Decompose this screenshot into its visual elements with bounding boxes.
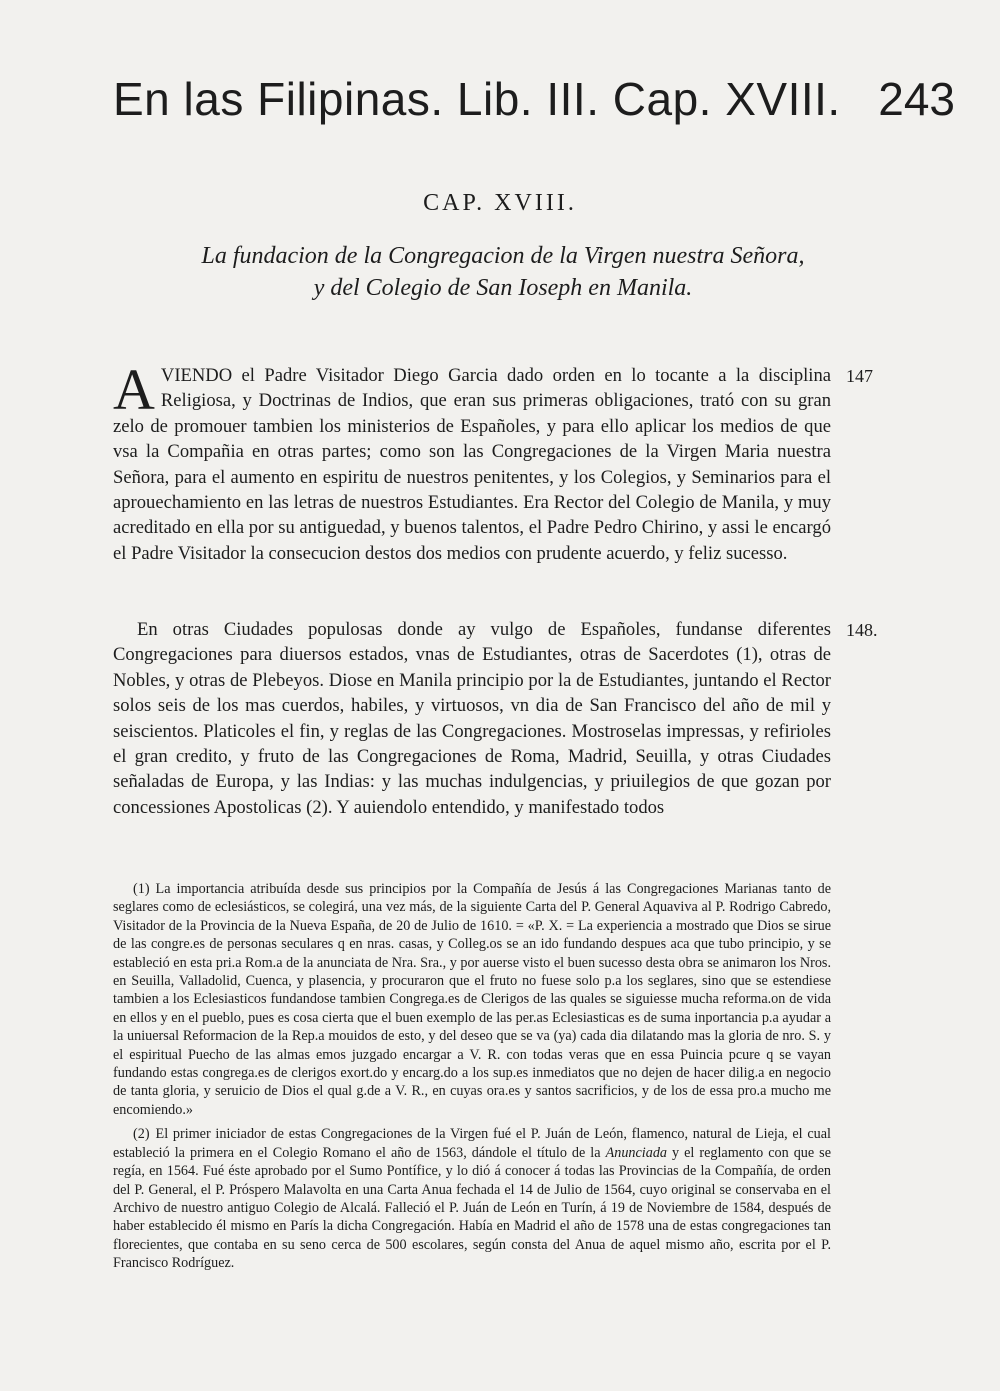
footnote-2-marker: (2) <box>133 1126 150 1143</box>
footnote-2-text-after: y el reglamento con que se regía, en 1564. Fué éste aprobado por el Sumo Pontífice, y lo dió á conocer á todas las Provincias de la Compañía, de orden del P. General, el P. Próspero Malavolta en una Carta Anua fechada el 14 de Julio de 1564, cuyo original se conservaba en el Archivo de nuestro antiguo Colegio de Alcalá. Falleció el P. Juán de León en Turín, á 19 de Noviembre de 1584, después de haber establecido él mismo en París la dicha Congregación. Había en Madrid el año de 1578 una de estas congregaciones tan florecientes, que contaba en su seno cerca de 500 escolares, según consta del Anua de aquel mismo año, escrita por el P. Francisco Rodríguez. <box>113 1144 831 1272</box>
footnote-1 <box>113 880 831 1119</box>
body-paragraph-2 <box>113 617 831 820</box>
footnote-2-text-before: El primer iniciador de estas Congregaciones de la Virgen fué el P. Juán de León, flamenco, natural de Lieja, el cual estableció la primera en el Colegio Romano el año de 1563, dándole el título de la <box>113 1126 831 1161</box>
running-title: En las Filipinas. Lib. III. Cap. XVIII. <box>113 73 841 125</box>
running-head <box>113 72 955 132</box>
footnote-2-italic-term: Anunciada <box>605 1144 668 1161</box>
chapter-heading: CAP. XVIII. <box>423 190 577 216</box>
body-paragraph-1 <box>113 357 831 566</box>
opening-word: VIENDO <box>160 365 233 386</box>
chapter-subtitle-line-1: La fundacion de la Congregacion de la Virgen nuestra Señora, <box>201 243 805 269</box>
paragraph-1-text: el Padre Visitador Diego Garcia dado orden en lo tocante a la disciplina Religiosa, y Doctrinas de Indios, que eran sus primeras obligaciones, trató con su gran zelo de promouer tambien los ministerios de Españoles, y para ello aplicar los medios de que vsa la Compañia en otras partes; como son las Congregaciones de la Virgen Maria nuestra Señora, para el aumento en espiritu de nuestros penitentes, y los Colegios, y Seminarios para el aprouechamiento en las letras de nuestros Estudiantes. Era Rector del Colegio de Manila, y muy acreditado en ella por su antiguedad, y buenos talentos, el Padre Pedro Chirino, y assi le encargó el Padre Visitador la consecucion destos dos medios con prudente acuerdo, y feliz sucesso. <box>113 365 831 564</box>
margin-number-147: 147 <box>846 366 873 386</box>
drop-cap: A <box>113 357 155 422</box>
footnote-1-marker: (1) <box>133 881 150 897</box>
footnote-1-text: La importancia atribuída desde sus principios por la Compañía de Jesús á las Congregaciones Marianas tanto de seglares como de eclesiásticos, se colegirá, una vez más, de la siguiente Carta del P. General Aquaviva al P. Rodrigo Cabredo, Visitador de la Provincia de la Nueva España, de 20 de Julio de 1610. = «P. X. = La experiencia a mostrado que Dios se sirue de las congre.es de personas seculares q en nras. casas, y Colleg.os se an ido fundando despues aca que tubo principio, y se estableció en esta pri.a Rom.a de la anunciata de Nra. Sra., y por auerse visto el buen sucesso desta obra se animaron los Nros. en Seuilla, Valladolid, Cuenca, y plasencia, y procuraron que el fruto no fuese solo p.a los seglares, sino que se estendiese tambien a los Eclesiasticos fundandose tambien Congrega.es de Clerigos de las quales se siguiesse mucha reforma.on de vida en ellos y en el pueblo, pues es cosa cierta que el buen exemplo de las per.as Eclesiasticas es de suma inportancia p.a ayudar a la uniuersal Reformacion de la Rep.a mouidos de esto, y del deseo que se va (ya) cada dia dilatando mas la gloria de nro. S. y el espiritual Puecho de las almas emos juzgado encargar a V. R. con todas veras que en essa Puincia pcure q se vayan fundando estas congrega.es de clerigos exort.do y encarg.do a los sup.es inmediatos que no dejen de hacer dilig.a en negocio de tanta gloria, y seruicio de Dios el qual g.de a V. R., en cuyas ora.es y santos sacrificios, y de los de essa pro.a mucho me encomiendo.» <box>113 881 831 1118</box>
paragraph-2-text: En otras Ciudades populosas donde ay vulgo de Españoles, fundanse diferentes Congregaciones para diuersos estados, vnas de Estudiantes, otras de Sacerdotes (1), otras de Nobles, y otras de Plebeyos. Diose en Manila principio por la de Estudiantes, juntando el Rector solos seis de los mas cuerdos, habiles, y virtuosos, vn dia de San Francisco del año de mil y seiscientos. Platicoles el fin, y reglas de las Congregaciones. Mostroselas impressas, y refirioles el gran credito, y fruto de las Congregaciones de Roma, Madrid, Seuilla, y otras Ciudades señaladas de Europa, y las Indias: y las muchas indulgencias, y priuilegios de que gozan por concessiones Apostolicas (2). Y auiendolo entendido, y manifestado todos <box>113 619 831 818</box>
footnote-2 <box>113 1125 831 1272</box>
chapter-subtitle <box>113 240 893 304</box>
margin-number-148: 148. <box>846 620 878 640</box>
footnotes <box>113 880 831 1279</box>
page-number: 243 <box>878 73 955 125</box>
chapter-subtitle-line-2: y del Colegio de San Ioseph en Manila. <box>313 275 693 301</box>
